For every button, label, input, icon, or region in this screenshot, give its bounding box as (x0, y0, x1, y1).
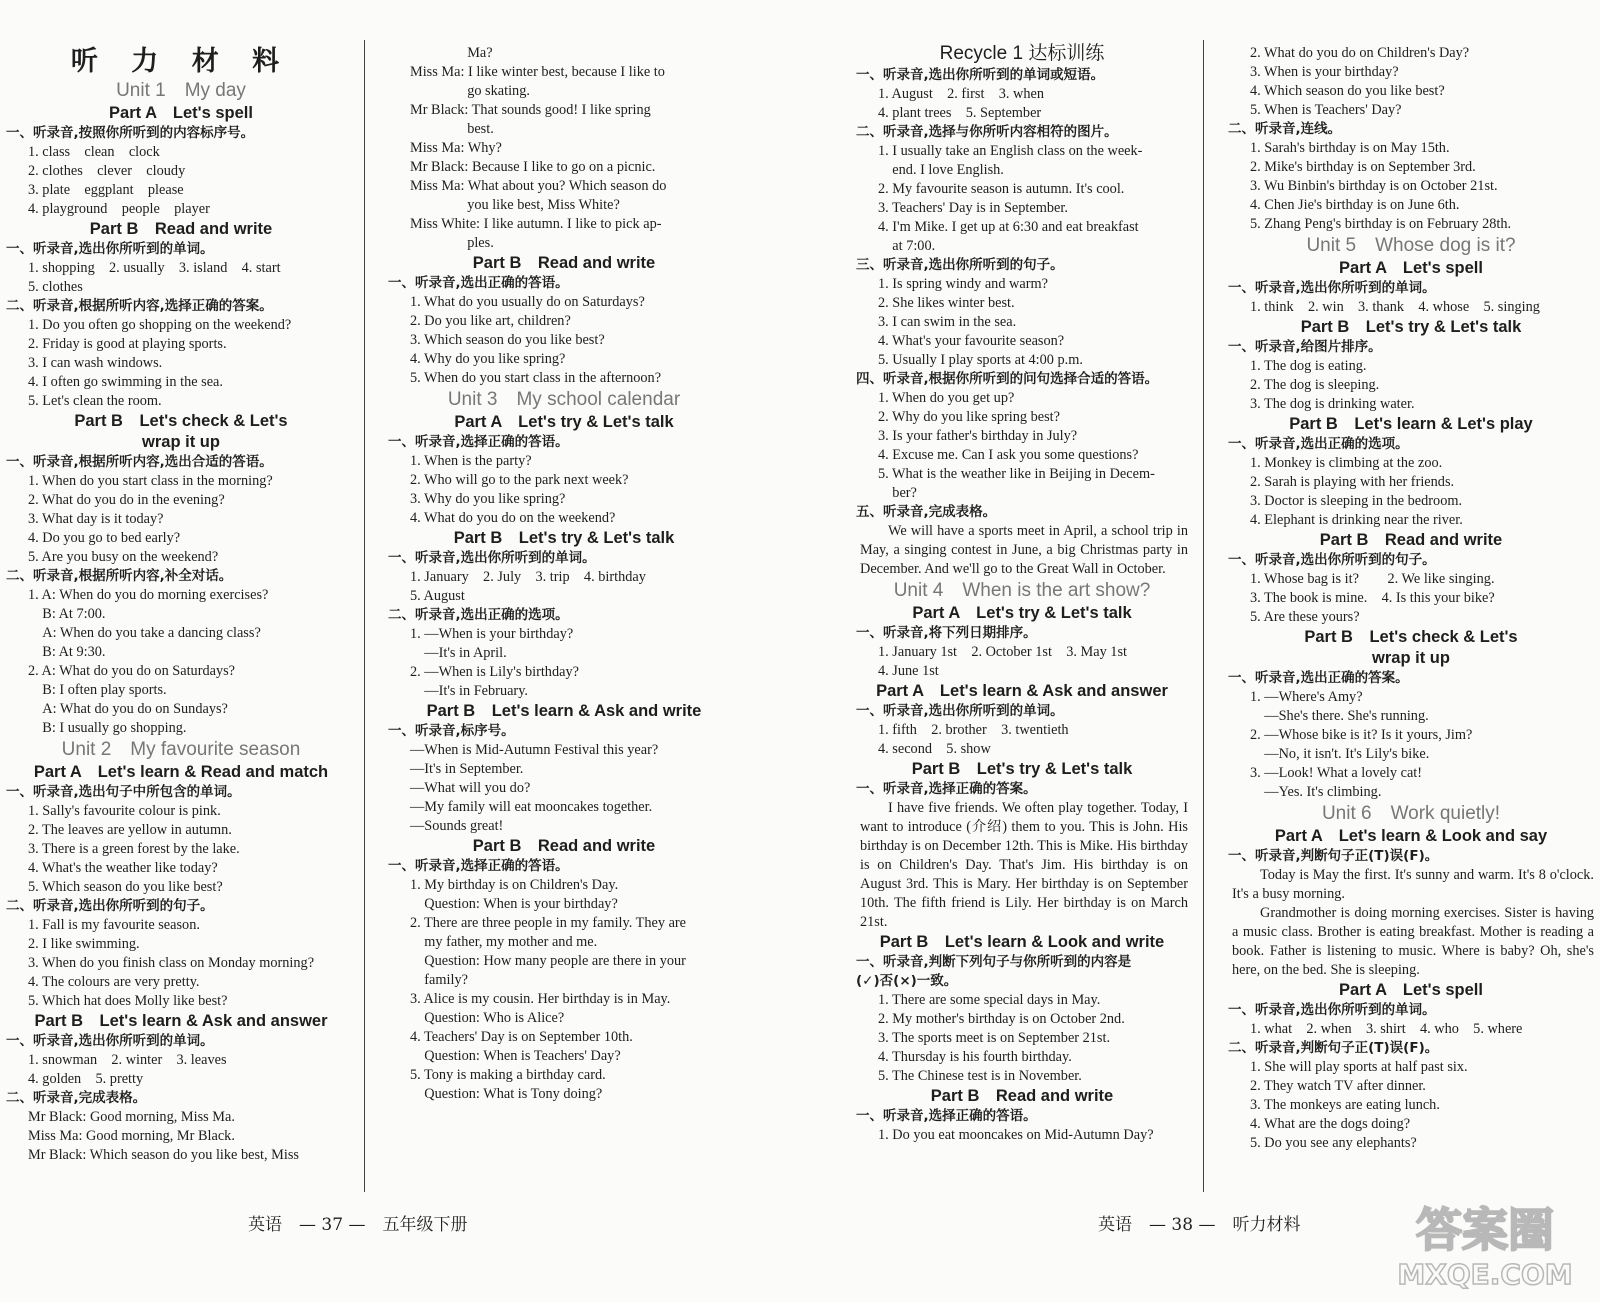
list-item: 4. playground people player (28, 201, 210, 217)
paragraph: Today is May the first. It's sunny and warm. It's 8 o'clock. It's a busy morning. (1232, 867, 1594, 902)
list-item: 3. Doctor is sleeping in the bedroom. (1250, 493, 1463, 509)
list-item: 3. Alice is my cousin. Her birthday is in May. (410, 991, 671, 1007)
recycle-heading: Recycle 1 达标训练 (939, 43, 1105, 64)
part-heading: Part B Read and write (472, 254, 656, 272)
list-item: 2. The leaves are yellow in autumn. (28, 822, 232, 838)
list-item: 3. I can swim in the sea. (878, 314, 1017, 330)
section-heading: 一、听录音,选择正确的答语。 (388, 434, 569, 450)
list-item: Mr Black: Good morning, Miss Ma. (28, 1109, 235, 1125)
list-item: 1. When do you get up? (878, 390, 1015, 406)
list-item: 3. I can wash windows. (28, 355, 163, 371)
list-item: 2. What do you do on Children's Day? (1250, 45, 1470, 61)
section-heading: 一、听录音,选出你所听到的单词。 (1228, 280, 1436, 296)
list-item: 3. What day is it today? (28, 511, 164, 527)
list-item: —Sounds great! (410, 818, 504, 834)
part-heading: Part A Let's learn & Read and match (33, 763, 329, 781)
list-item: 3. Wu Binbin's birthday is on October 21st. (1250, 178, 1498, 194)
list-item: Question: When is your birthday? (410, 896, 618, 912)
section-heading: 一、听录音,选出你所听到的单词或短语。 (856, 67, 1105, 83)
list-item: 1. Fall is my favourite season. (28, 917, 200, 933)
list-item: 1. I usually take an English class on the week- (878, 143, 1143, 159)
unit-heading: Unit 2 My favourite season (61, 739, 301, 760)
part-heading: Part B Let's try & Let's talk (453, 529, 675, 547)
list-item: 2. Sarah is playing with her friends. (1250, 474, 1455, 490)
list-item: 4. What do you do on the weekend? (410, 510, 616, 526)
part-heading: Part A Let's spell (1339, 259, 1483, 277)
footer-right: 英语 — 38 — 听力材料 (1098, 1215, 1301, 1235)
list-item: 5. Do you see any elephants? (1250, 1135, 1417, 1151)
list-item: 1. Do you often go shopping on the weekend? (28, 317, 292, 333)
list-item: —It's in February. (410, 683, 528, 699)
list-item: 3. —Look! What a lovely cat! (1250, 765, 1423, 781)
part-heading: wrap it up (142, 433, 220, 451)
list-item: 1. snowman 2. winter 3. leaves (28, 1052, 227, 1068)
list-item: 5. Which season do you like best? (28, 879, 223, 895)
section-heading: 一、听录音,将下列日期排序。 (856, 625, 1037, 641)
list-item: 3. The dog is drinking water. (1250, 396, 1415, 412)
list-item: 4. Chen Jie's birthday is on June 6th. (1250, 197, 1460, 213)
list-item: 4. June 1st (878, 663, 939, 679)
section-heading: 一、听录音,选出正确的选项。 (1228, 436, 1409, 452)
list-item: 1. When is the party? (410, 453, 532, 469)
list-item: 4. What's the weather like today? (28, 860, 218, 876)
section-heading: 一、听录音,选出正确的答语。 (388, 275, 569, 291)
list-item: 1. what 2. when 3. shirt 4. who 5. where (1250, 1021, 1523, 1037)
section-heading: 一、听录音,选出你所听到的单词。 (6, 241, 214, 257)
list-item: B: At 9:30. (28, 644, 106, 660)
section-heading: 三、听录音,选出你所听到的句子。 (856, 257, 1064, 273)
list-item: 1. —Where's Amy? (1250, 689, 1363, 705)
list-item: 3. When do you finish class on Monday morning? (28, 955, 315, 971)
section-heading: 一、听录音,选择正确的答案。 (856, 781, 1037, 797)
list-item: B: At 7:00. (28, 606, 106, 622)
list-item: 3. Teachers' Day is in September. (878, 200, 1068, 216)
footer-left: 英语 — 37 — 五年级下册 (248, 1215, 468, 1235)
list-item: B: I often play sports. (28, 682, 167, 698)
list-item: 5. Usually I play sports at 4:00 p.m. (878, 352, 1083, 368)
column-2 (388, 44, 740, 1104)
list-item: B: I usually go shopping. (28, 720, 187, 736)
section-heading: 一、听录音,选出句子中所包含的单词。 (6, 784, 241, 800)
column-1 (6, 44, 356, 1165)
part-heading: wrap it up (1372, 649, 1450, 667)
list-item: 2. My mother's birthday is on October 2nd. (878, 1011, 1125, 1027)
list-item: 5. When do you start class in the afternoon? (410, 370, 662, 386)
list-item: —My family will eat mooncakes together. (410, 799, 653, 815)
section-heading: 二、听录音,连线。 (1228, 121, 1342, 137)
list-item: 2. —When is Lily's birthday? (410, 664, 579, 680)
list-item: 3. Is your father's birthday in July? (878, 428, 1078, 444)
list-item: 2. Who will go to the park next week? (410, 472, 629, 488)
list-item: 4. Why do you like spring? (410, 351, 566, 367)
section-heading: 五、听录音,完成表格。 (856, 504, 997, 520)
list-item: 3. Why do you like spring? (410, 491, 566, 507)
list-item: 4. I'm Mike. I get up at 6:30 and eat breakfast (878, 219, 1139, 235)
list-item: 5. What is the weather like in Beijing in Decem- (878, 466, 1155, 482)
list-item: 4. second 5. show (878, 741, 991, 757)
list-item: 2. What do you do in the evening? (28, 492, 225, 508)
list-item: Miss Ma: Why? (410, 140, 502, 156)
paragraph: I have five friends. We often play together. Today, I want to introduce (介绍) them to you. This is John. His birthday is on December 12th. This is Mike. His birthday is on Children's Day. That's Jim. His birthday is on August 3rd. This is Mary. Her birthday is on September 10th. The fifth friend is Lily. Her birthday is on March 21st. (860, 800, 1188, 930)
section-heading: 一、听录音,按照你所听到的内容标序号。 (6, 125, 255, 141)
section-heading: 二、听录音,选出正确的选项。 (388, 607, 569, 623)
paragraph: We will have a sports meet in April, a school trip in May, a singing contest in June, a big Christmas party in December. And we'll go to the Great Wall in October. (860, 523, 1188, 577)
list-item: 5. Tony is making a birthday card. (410, 1067, 606, 1083)
part-heading: Part A Let's learn & Look and say (1274, 827, 1548, 845)
list-item: 4. Which season do you like best? (1250, 83, 1445, 99)
list-item: 5. Let's clean the room. (28, 393, 162, 409)
list-item: 1. She will play sports at half past six. (1250, 1059, 1468, 1075)
list-item: 5. August (410, 588, 465, 604)
list-item: Question: When is Teachers' Day? (410, 1048, 621, 1064)
list-item: 3. Which season do you like best? (410, 332, 605, 348)
list-item: 1. class clean clock (28, 144, 160, 160)
list-item: family? (410, 972, 468, 988)
section-heading: 一、听录音,根据所听内容,选出合适的答语。 (6, 454, 273, 470)
list-item: 2. Why do you like spring best? (878, 409, 1060, 425)
list-item: Miss Ma: I like winter best, because I like to (410, 64, 665, 80)
list-item: 4. I often go swimming in the sea. (28, 374, 223, 390)
list-item: 2. There are three people in my family. They are (410, 915, 687, 931)
section-heading: 二、听录音,选出你所听到的句子。 (6, 898, 214, 914)
list-item: 4. What are the dogs doing? (1250, 1116, 1411, 1132)
list-item: 1. What do you usually do on Saturdays? (410, 294, 645, 310)
list-item: end. I love English. (878, 162, 1004, 178)
section-heading: 二、听录音,完成表格。 (6, 1090, 147, 1106)
list-item: 1. think 2. win 3. thank 4. whose 5. singing (1250, 299, 1540, 315)
section-heading: 一、听录音,判断句子正(T)误(F)。 (1228, 848, 1439, 864)
page-title: 听 力 材 料 (70, 46, 292, 77)
section-heading: 一、听录音,选出正确的答案。 (1228, 670, 1409, 686)
list-item: 4. The colours are very pretty. (28, 974, 200, 990)
list-item: 1. The dog is eating. (1250, 358, 1367, 374)
part-heading: Part A Let's try & Let's talk (454, 413, 674, 431)
part-heading: Part B Read and write (472, 837, 656, 855)
list-item: 4. Thursday is his fourth birthday. (878, 1049, 1072, 1065)
part-heading: Part B Read and write (930, 1087, 1114, 1105)
list-item: ples. (410, 235, 494, 251)
list-item: 2. A: What do you do on Saturdays? (28, 663, 236, 679)
list-item: 2. My favourite season is autumn. It's cool. (878, 181, 1125, 197)
list-item: 1. There are some special days in May. (878, 992, 1101, 1008)
section-heading: 二、听录音,根据所听内容,补全对话。 (6, 568, 233, 584)
part-heading: Part B Let's try & Let's talk (911, 760, 1133, 778)
section-heading: 一、听录音,判断下列句子与你所听到的内容是 (856, 954, 1132, 970)
column-3 (856, 42, 1188, 1145)
list-item: 5. clothes (28, 279, 83, 295)
column-4 (1228, 44, 1594, 1153)
list-item: 2. Friday is good at playing sports. (28, 336, 227, 352)
list-item: Miss White: I like autumn. I like to pick ap- (410, 216, 662, 232)
list-item: 2. She likes winter best. (878, 295, 1015, 311)
list-item: Mr Black: That sounds good! I like spring (410, 102, 651, 118)
list-item: 5. Are these yours? (1250, 609, 1360, 625)
list-item: Miss Ma: Good morning, Mr Black. (28, 1128, 235, 1144)
unit-heading: Unit 4 When is the art show? (893, 580, 1151, 601)
list-item: 3. There is a green forest by the lake. (28, 841, 240, 857)
list-item: 1. Whose bag is it? 2. We like singing. (1250, 571, 1495, 587)
part-heading: Part B Let's check & Let's (1304, 628, 1518, 646)
part-heading: Part A Let's spell (1339, 981, 1483, 999)
list-item: 4. Elephant is drinking near the river. (1250, 512, 1463, 528)
list-item: 3. plate eggplant please (28, 182, 184, 198)
list-item: 1. A: When do you do morning exercises? (28, 587, 269, 603)
list-item: Question: What is Tony doing? (410, 1086, 603, 1102)
list-item: 2. clothes clever cloudy (28, 163, 186, 179)
column-divider (1203, 40, 1204, 1192)
list-item: 5. Which hat does Molly like best? (28, 993, 228, 1009)
part-heading: Part B Let's learn & Let's play (1289, 415, 1533, 433)
list-item: Mr Black: Because I like to go on a picnic. (410, 159, 656, 175)
part-heading: Part B Let's learn & Ask and write (426, 702, 702, 720)
unit-heading: Unit 6 Work quietly! (1321, 803, 1501, 824)
list-item: 2. I like swimming. (28, 936, 140, 952)
section-heading: 二、听录音,判断句子正(T)误(F)。 (1228, 1040, 1439, 1056)
list-item: —She's there. She's running. (1250, 708, 1429, 724)
section-heading: 一、听录音,选出你所听到的句子。 (1228, 552, 1436, 568)
list-item: —It's in April. (410, 645, 507, 661)
list-item: 1. Sally's favourite colour is pink. (28, 803, 221, 819)
list-item: 1. fifth 2. brother 3. twentieth (878, 722, 1069, 738)
list-item: A: When do you take a dancing class? (28, 625, 261, 641)
part-heading: Part B Read and write (89, 220, 273, 238)
list-item: ber? (878, 485, 917, 501)
watermark-url: MXQE.COM (1397, 1258, 1573, 1291)
section-heading: 一、听录音,选出你所听到的单词。 (856, 703, 1064, 719)
list-item: 2. The dog is sleeping. (1250, 377, 1380, 393)
list-item: 4. Excuse me. Can I ask you some questions? (878, 447, 1139, 463)
part-heading: Part A Let's spell (109, 104, 253, 122)
list-item: go skating. (410, 83, 530, 99)
list-item: 1. My birthday is on Children's Day. (410, 877, 619, 893)
section-heading: 一、听录音,选出你所听到的单词。 (6, 1033, 214, 1049)
part-heading: Part A Let's learn & Ask and answer (876, 682, 1168, 700)
list-item: A: What do you do on Sundays? (28, 701, 228, 717)
list-item: 1. August 2. first 3. when (878, 86, 1044, 102)
part-heading: Part A Let's try & Let's talk (912, 604, 1132, 622)
part-heading: Part B Let's learn & Look and write (879, 933, 1165, 951)
section-heading: 一、听录音,给图片排序。 (1228, 339, 1382, 355)
list-item: 1. Do you eat mooncakes on Mid-Autumn Day? (878, 1127, 1154, 1143)
list-item: —No, it isn't. It's Lily's bike. (1250, 746, 1430, 762)
list-item: 3. The sports meet is on September 21st. (878, 1030, 1111, 1046)
list-item: 2. Do you like art, children? (410, 313, 571, 329)
list-item: 4. plant trees 5. September (878, 105, 1042, 121)
section-heading: 一、听录音,选出你所听到的单词。 (388, 550, 596, 566)
list-item: 1. January 1st 2. October 1st 3. May 1st (878, 644, 1127, 660)
section-heading: 一、听录音,选择正确的答语。 (388, 858, 569, 874)
section-heading: 二、听录音,选择与你所听内容相符的图片。 (856, 124, 1118, 140)
list-item: my father, my mother and me. (410, 934, 598, 950)
section-heading: 一、听录音,选出你所听到的单词。 (1228, 1002, 1436, 1018)
list-item: 1. —When is your birthday? (410, 626, 574, 642)
section-heading: 一、听录音,选择正确的答语。 (856, 1108, 1037, 1124)
list-item: 1. Sarah's birthday is on May 15th. (1250, 140, 1450, 156)
list-item: 5. The Chinese test is in November. (878, 1068, 1082, 1084)
list-item: —Yes. It's climbing. (1250, 784, 1382, 800)
list-item: Question: Who is Alice? (410, 1010, 565, 1026)
list-item: 1. shopping 2. usually 3. island 4. start (28, 260, 281, 276)
list-item: 5. When is Teachers' Day? (1250, 102, 1402, 118)
section-heading: 四、听录音,根据你所听到的问句选择合适的答语。 (856, 371, 1159, 387)
list-item: 2. —Whose bike is it? Is it yours, Jim? (1250, 727, 1473, 743)
list-item: 3. The monkeys are eating lunch. (1250, 1097, 1440, 1113)
list-item: 2. Mike's birthday is on September 3rd. (1250, 159, 1476, 175)
unit-heading: Unit 5 Whose dog is it? (1306, 235, 1516, 256)
list-item: 4. Teachers' Day is on September 10th. (410, 1029, 633, 1045)
watermark-text: 答案圈 (1416, 1203, 1554, 1257)
list-item: Question: How many people are there in your (410, 953, 686, 969)
list-item: 1. When do you start class in the morning? (28, 473, 273, 489)
paragraph: Grandmother is doing morning exercises. Sister is having a music class. Brother is eating breakfast. Mother is reading a book. Father is listening to music. Where is baby? Oh, she's here, on the bed. She is sleeping. (1232, 905, 1594, 978)
column-divider (364, 40, 365, 1192)
list-item: Miss Ma: What about you? Which season do (410, 178, 667, 194)
list-item: 5. Are you busy on the weekend? (28, 549, 219, 565)
list-item: you like best, Miss White? (410, 197, 620, 213)
list-item: 4. What's your favourite season? (878, 333, 1065, 349)
watermark-logo (1380, 1194, 1590, 1292)
list-item: at 7:00. (878, 238, 936, 254)
unit-heading: Unit 1 My day (116, 80, 246, 101)
list-item: 1. Is spring windy and warm? (878, 276, 1048, 292)
list-item: 1. Monkey is climbing at the zoo. (1250, 455, 1443, 471)
list-item: 3. When is your birthday? (1250, 64, 1399, 80)
unit-heading: Unit 3 My school calendar (447, 389, 681, 410)
section-heading: (✓)否(×)一致。 (856, 973, 958, 989)
list-item: Ma? (410, 45, 493, 61)
section-heading: 二、听录音,根据所听内容,选择正确的答案。 (6, 298, 273, 314)
list-item: 5. Zhang Peng's birthday is on February 28th. (1250, 216, 1512, 232)
list-item: 4. golden 5. pretty (28, 1071, 144, 1087)
list-item: 3. The book is mine. 4. Is this your bike? (1250, 590, 1495, 606)
list-item: Mr Black: Which season do you like best, Miss (28, 1147, 299, 1163)
list-item: 1. January 2. July 3. trip 4. birthday (410, 569, 646, 585)
list-item: 2. They watch TV after dinner. (1250, 1078, 1426, 1094)
list-item: —When is Mid-Autumn Festival this year? (410, 742, 659, 758)
part-heading: Part B Read and write (1319, 531, 1503, 549)
part-heading: Part B Let's learn & Ask and answer (34, 1012, 328, 1030)
list-item: 4. Do you go to bed early? (28, 530, 181, 546)
list-item: —What will you do? (410, 780, 531, 796)
list-item: best. (410, 121, 494, 137)
list-item: —It's in September. (410, 761, 524, 777)
part-heading: Part B Let's check & Let's (74, 412, 288, 430)
section-heading: 一、听录音,标序号。 (388, 723, 515, 739)
part-heading: Part B Let's try & Let's talk (1300, 318, 1522, 336)
